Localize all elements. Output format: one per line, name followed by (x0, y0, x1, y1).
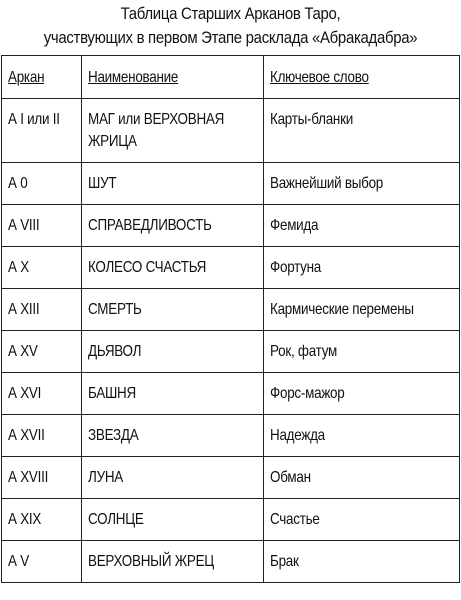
keyword-cell: Рок, фатум (264, 331, 460, 373)
name-cell: СПРАВЕДЛИВОСТЬ (82, 205, 264, 247)
table-row (2, 415, 460, 457)
arcana-cell: А XVIII (2, 457, 82, 499)
name-cell: ДЬЯВОЛ (82, 331, 264, 373)
name-cell: ВЕРХОВНЫЙ ЖРЕЦ (82, 541, 264, 583)
arcana-cell: А VIII (2, 205, 82, 247)
arcana-cell: А XVI (2, 373, 82, 415)
name-cell: ШУТ (82, 163, 264, 205)
table-title-line-2: участвующих в первом Этапе расклада «Абракадабра» (43, 28, 418, 47)
arcana-cell: А V (2, 541, 82, 583)
keyword-cell: Брак (264, 541, 460, 583)
table-row (2, 163, 460, 205)
keyword-cell: Форс-мажор (264, 373, 460, 415)
name-cell: СМЕРТЬ (82, 289, 264, 331)
table-row (2, 499, 460, 541)
keyword-cell: Важнейший выбор (264, 163, 460, 205)
keyword-cell: Карты-бланки (264, 99, 460, 163)
column-header-name: Наименование (82, 56, 264, 99)
table-row (2, 541, 460, 583)
arcana-cell: А 0 (2, 163, 82, 205)
arcana-cell: А XV (2, 331, 82, 373)
table-row (2, 457, 460, 499)
table-row (2, 289, 460, 331)
name-cell: ЛУНА (82, 457, 264, 499)
table-title (28, 0, 434, 50)
keyword-cell: Кармические перемены (264, 289, 460, 331)
arcana-cell: А I или II (2, 99, 82, 163)
name-cell: СОЛНЦЕ (82, 499, 264, 541)
arcana-cell: А XIX (2, 499, 82, 541)
table-header-row (2, 56, 460, 99)
column-header-keyword: Ключевое слово (264, 56, 460, 99)
name-cell: КОЛЕСО СЧАСТЬЯ (82, 247, 264, 289)
table-row (2, 331, 460, 373)
table-row (2, 373, 460, 415)
name-cell: ЗВЕЗДА (82, 415, 264, 457)
arcana-table (1, 55, 460, 583)
name-cell: БАШНЯ (82, 373, 264, 415)
table-row (2, 99, 460, 163)
table-title-line-1: Таблица Старших Арканов Таро, (120, 4, 341, 23)
keyword-cell: Счастье (264, 499, 460, 541)
keyword-cell: Обман (264, 457, 460, 499)
table-row (2, 247, 460, 289)
column-header-arcana: Аркан (2, 56, 82, 99)
keyword-cell: Фортуна (264, 247, 460, 289)
arcana-cell: А X (2, 247, 82, 289)
name-cell: МАГ или ВЕРХОВНАЯ ЖРИЦА (82, 99, 264, 163)
arcana-cell: А XVII (2, 415, 82, 457)
keyword-cell: Надежда (264, 415, 460, 457)
arcana-cell: А XIII (2, 289, 82, 331)
keyword-cell: Фемида (264, 205, 460, 247)
table-row (2, 205, 460, 247)
